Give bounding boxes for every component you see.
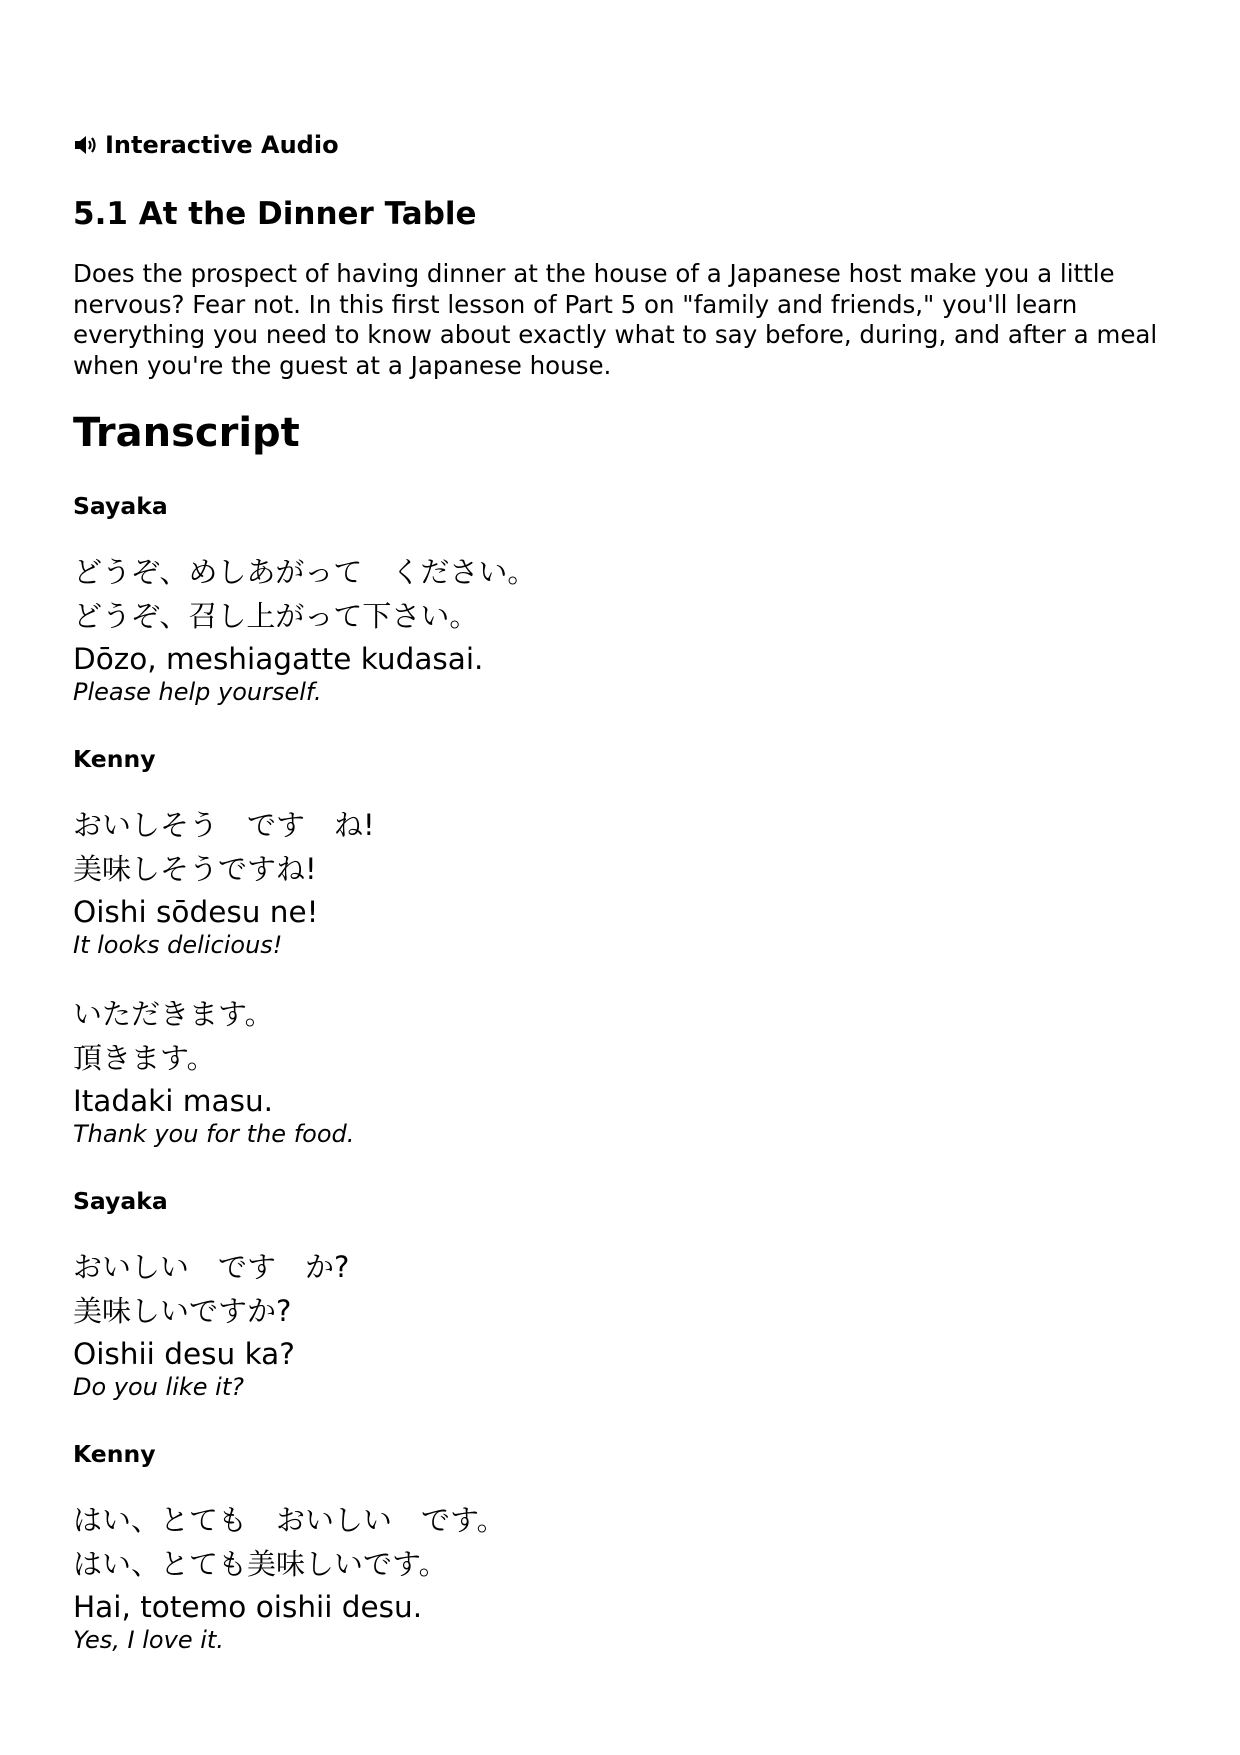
romaji-text: Hai, totemo oishii desu. — [73, 1590, 423, 1624]
romaji-text: Oishi sōdesu ne! — [73, 895, 319, 929]
dialogue-line — [73, 992, 354, 1148]
romaji-text: Oishii desu ka? — [73, 1337, 295, 1371]
dialogue-line — [73, 803, 375, 959]
dialogue-line — [73, 1498, 506, 1654]
english-translation: Please help yourself. — [73, 678, 322, 706]
dialogue-line — [73, 1245, 349, 1401]
kana-text: どうぞ、めしあがって ください。 — [73, 555, 537, 589]
kanji-text: どうぞ、召し上がって下さい。 — [73, 599, 479, 633]
speaker-name: Sayaka — [73, 1187, 168, 1215]
interactive-audio-link[interactable] — [73, 130, 339, 160]
kana-text: はい、とても おいしい です。 — [73, 1503, 506, 1537]
romaji-text: Dōzo, meshiagatte kudasai. — [73, 642, 484, 676]
audio-label: Interactive Audio — [105, 131, 339, 159]
english-translation: Thank you for the food. — [73, 1120, 355, 1148]
english-translation: Yes, I love it. — [73, 1626, 224, 1654]
speaker-name: Kenny — [73, 1440, 156, 1468]
kanji-text: 美味しそうですね! — [73, 852, 317, 886]
transcript-heading: Transcript — [73, 410, 300, 456]
kana-text: おいしい です か? — [73, 1250, 350, 1284]
kana-text: いただきます。 — [73, 997, 274, 1031]
kana-text: おいしそう です ね! — [73, 808, 375, 842]
speaker-icon — [73, 134, 97, 156]
romaji-text: Itadaki masu. — [73, 1084, 274, 1118]
lesson-intro: Does the prospect of having dinner at the house of a Japanese host make you a little nervous? Fear not. In this first lesson of Part 5 on "family and friends," you'll learn everything you need to know about exactly what to say before, during, and after a meal when you're the guest at a Japanese house. — [73, 259, 1158, 380]
english-translation: It looks delicious! — [73, 931, 283, 959]
speaker-name: Kenny — [73, 745, 156, 773]
kanji-text: はい、とても美味しいです。 — [73, 1547, 448, 1581]
dialogue-line — [73, 550, 536, 706]
kanji-text: 美味しいですか? — [73, 1294, 292, 1328]
lesson-title: 5.1 At the Dinner Table — [73, 196, 477, 232]
speaker-name: Sayaka — [73, 492, 168, 520]
kanji-text: 頂きます。 — [73, 1041, 216, 1075]
english-translation: Do you like it? — [73, 1373, 244, 1401]
